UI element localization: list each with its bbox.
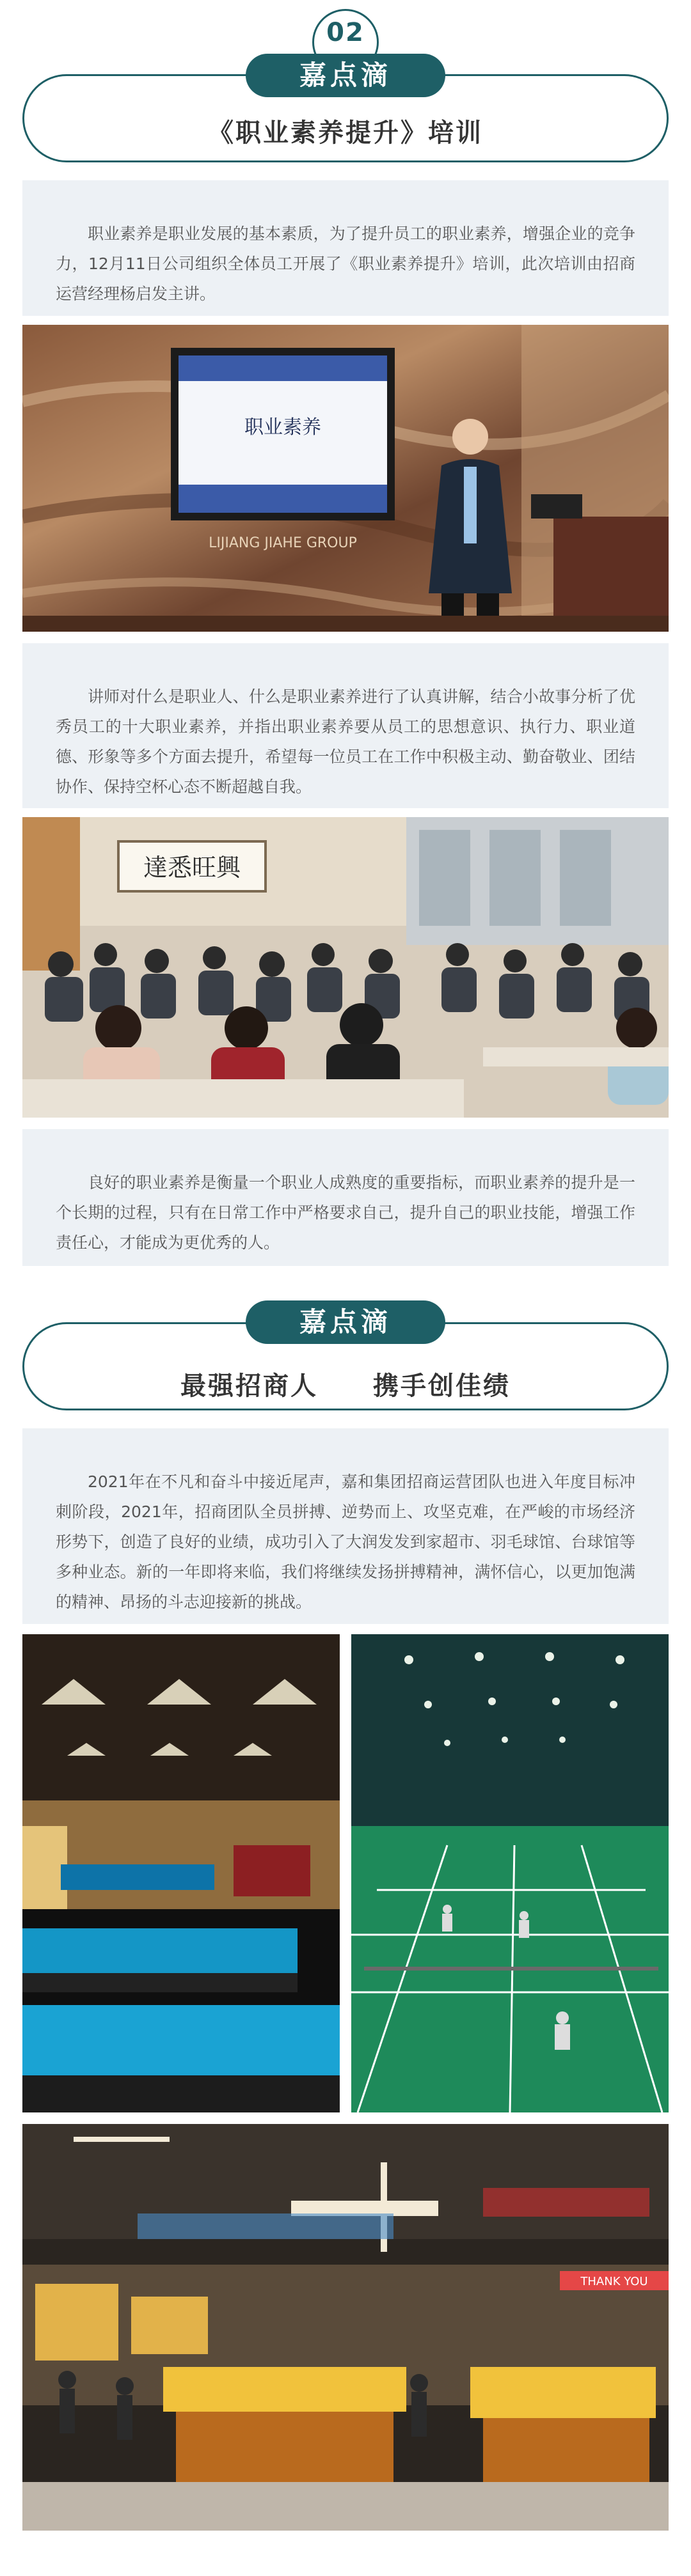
calligraphy-board: 達悉旺興 — [143, 854, 241, 882]
store-sign: THANK YOU — [580, 2275, 648, 2288]
section1-title: 《职业素养提升》培训 — [208, 118, 483, 148]
projector-screen-title: 职业素养 — [244, 416, 321, 439]
training-audience-photo — [22, 817, 669, 1118]
section-number: 02 — [326, 18, 365, 47]
badminton-hall-photo — [351, 1634, 669, 2112]
supermarket-photo — [22, 2124, 669, 2531]
section1-tag: 嘉点滴 — [246, 54, 445, 97]
wall-group-text: LIJIANG JIAHE GROUP — [209, 535, 357, 551]
training-lecture-photo — [22, 325, 669, 632]
section2-tag: 嘉点滴 — [246, 1300, 445, 1344]
section1-paragraph2-panel — [22, 643, 669, 808]
section1-paragraph2: 讲师对什么是职业人、什么是职业素养进行了认真讲解，结合小故事分析了优秀员工的十大职业素养，并指出职业素养要从员工的思想意识、执行力、职业道德、形象等多个方面去提升，希望每一位员工在工作中积极主动、勤奋敬业、团结协作、保持空杯心态不断超越自我。 — [56, 687, 635, 796]
section2-title: 最强招商人 携手创佳绩 — [180, 1371, 511, 1401]
billiards-hall-photo — [22, 1634, 340, 2112]
section1-paragraph1-panel — [22, 180, 669, 316]
section1-paragraph3-panel — [22, 1129, 669, 1266]
section2-paragraph1-panel — [22, 1428, 669, 1624]
section1-paragraph1: 职业素养是职业发展的基本素质，为了提升员工的职业素养，增强企业的竞争力，12月11日公司组织全体员工开展了《职业素养提升》培训，此次培训由招商运营经理杨启发主讲。 — [56, 224, 635, 303]
section1-paragraph3: 良好的职业素养是衡量一个职业人成熟度的重要指标，而职业素养的提升是一个长期的过程，只有在日常工作中严格要求自己，提升自己的职业技能，增强工作责任心，才能成为更优秀的人。 — [56, 1173, 635, 1252]
section2-paragraph1: 2021年在不凡和奋斗中接近尾声，嘉和集团招商运营团队也进入年度目标冲刺阶段，2021年，招商团队全员拼搏、逆势而上、攻坚克难，在严峻的市场经济形势下，创造了良好的业绩，成功引入了大润发发到家超市、羽毛球馆、台球馆等多种业态。新的一年即将来临，我们将继续发扬拼搏精神，满怀信心，以更加饱满的精神、昂扬的斗志迎接新的挑战。 — [56, 1472, 635, 1611]
